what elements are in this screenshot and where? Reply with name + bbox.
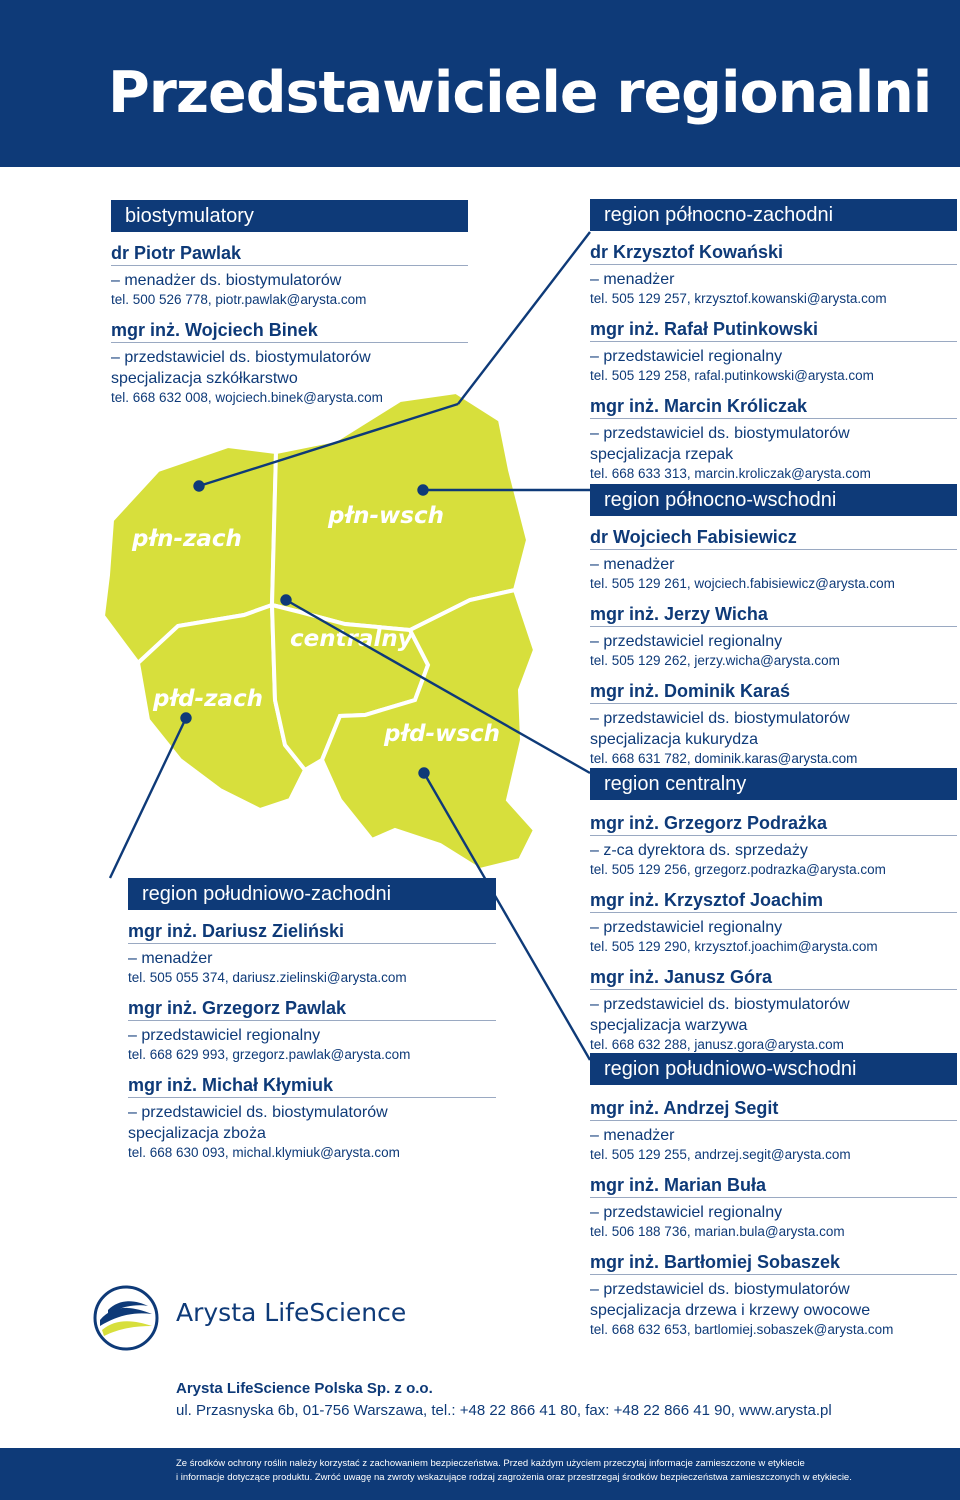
person-card	[590, 603, 957, 670]
person-card	[111, 242, 468, 309]
person-specialization: specjalizacja kukurydza	[590, 731, 759, 748]
person-contact: tel. 668 633 313, marcin.kroliczak@arysta.com	[590, 466, 871, 481]
connector-dot-pln-zach	[195, 482, 204, 491]
person-card	[590, 318, 957, 385]
person-role: – przedstawiciel ds. biostymulatorów	[590, 425, 850, 442]
map-label-pln-wsch: płn-wsch	[328, 503, 444, 529]
person-name: mgr inż. Krzysztof Joachim	[590, 889, 957, 913]
person-name: mgr inż. Rafał Putinkowski	[590, 318, 957, 342]
company-name: Arysta LifeScience Polska Sp. z o.o.	[176, 1380, 433, 1397]
person-role: – menadżer	[590, 271, 675, 288]
person-role: – przedstawiciel regionalny	[590, 1204, 783, 1221]
connector-pld-zach	[110, 718, 186, 878]
section-title-pln-wsch: region północno-wschodni	[590, 484, 957, 516]
person-role: – z-ca dyrektora ds. sprzedaży	[590, 842, 808, 859]
section-pln-wsch	[590, 526, 957, 778]
person-name: mgr inż. Janusz Góra	[590, 966, 957, 990]
person-name: mgr inż. Dominik Karaś	[590, 680, 957, 704]
person-name: dr Wojciech Fabisiewicz	[590, 526, 957, 550]
map-label-pld-zach: płd-zach	[153, 686, 264, 712]
person-contact: tel. 506 188 736, marian.bula@arysta.com	[590, 1224, 845, 1239]
person-card	[590, 680, 957, 768]
connector-dot-centralny	[282, 596, 291, 605]
person-specialization: specjalizacja warzywa	[590, 1017, 748, 1034]
person-card	[590, 241, 957, 308]
person-name: mgr inż. Grzegorz Pawlak	[128, 997, 496, 1021]
person-name: mgr inż. Dariusz Zieliński	[128, 920, 496, 944]
person-name: mgr inż. Jerzy Wicha	[590, 603, 957, 627]
map-label-centralny: centralny	[290, 626, 413, 652]
person-contact: tel. 668 629 993, grzegorz.pawlak@arysta.com	[128, 1047, 411, 1062]
person-name: mgr inż. Marcin Króliczak	[590, 395, 957, 419]
person-contact: tel. 505 129 261, wojciech.fabisiewicz@arysta.com	[590, 576, 895, 591]
section-title-pld-zach: region południowo-zachodni	[128, 878, 496, 910]
person-card	[590, 1097, 957, 1164]
person-card	[590, 966, 957, 1054]
section-pln-zach	[590, 241, 957, 493]
person-name: mgr inż. Michał Kłymiuk	[128, 1074, 496, 1098]
person-contact: tel. 505 055 374, dariusz.zielinski@arysta.com	[128, 970, 407, 985]
person-contact: tel. 505 129 256, grzegorz.podrazka@arysta.com	[590, 862, 886, 877]
footer-line-2: i informacje dotyczące produktu. Zwróć uwagę na zwroty wskazujące rodzaj zagrożenia oraz przestrzegaj środków bezpieczeństwa zamieszczonych w etykiecie.	[176, 1472, 852, 1483]
map-label-pln-zach: płn-zach	[132, 526, 242, 552]
person-card	[128, 920, 496, 987]
person-specialization: specjalizacja rzepak	[590, 446, 734, 463]
person-contact: tel. 505 129 262, jerzy.wicha@arysta.com	[590, 653, 840, 668]
person-specialization: specjalizacja drzewa i krzewy owocowe	[590, 1302, 871, 1319]
person-role: – przedstawiciel regionalny	[590, 348, 783, 365]
person-contact: tel. 505 129 257, krzysztof.kowanski@arysta.com	[590, 291, 887, 306]
person-contact: tel. 505 129 258, rafal.putinkowski@arysta.com	[590, 368, 874, 383]
connector-pln-zach-b	[458, 232, 590, 404]
person-role: – przedstawiciel regionalny	[590, 633, 783, 650]
section-title-pln-zach: region północno-zachodni	[590, 199, 957, 231]
logo-text: Arysta LifeScience	[176, 1298, 407, 1327]
person-role: – przedstawiciel regionalny	[590, 919, 783, 936]
person-contact: tel. 668 630 093, michal.klymiuk@arysta.com	[128, 1145, 400, 1160]
arysta-wave-logo-icon	[92, 1284, 162, 1354]
section-title-centralny: region centralny	[590, 768, 957, 800]
person-card	[128, 1074, 496, 1162]
person-role: – menadżer	[590, 556, 675, 573]
footer-line-1: Ze środków ochrony roślin należy korzystać z zachowaniem bezpieczeństwa. Przed każdym użyciem przeczytaj informacje zamieszczone w etykiecie	[176, 1458, 805, 1469]
connector-dot-pld-zach	[182, 714, 191, 723]
person-contact: tel. 505 129 255, andrzej.segit@arysta.com	[590, 1147, 851, 1162]
person-contact: tel. 500 526 778, piotr.pawlak@arysta.com	[111, 292, 367, 307]
person-card	[590, 1174, 957, 1241]
connector-dot-pln-wsch	[419, 486, 428, 495]
person-card	[590, 889, 957, 956]
connector-dot-pld-wsch	[420, 769, 429, 778]
section-biostymulatory	[111, 242, 468, 417]
person-name: mgr inż. Wojciech Binek	[111, 319, 468, 343]
person-specialization: specjalizacja zboża	[128, 1125, 266, 1142]
person-role: – menadżer	[590, 1127, 675, 1144]
section-pld-zach	[128, 920, 496, 1172]
section-pld-wsch	[590, 1097, 957, 1349]
person-name: mgr inż. Marian Buła	[590, 1174, 957, 1198]
person-contact: tel. 668 631 782, dominik.karas@arysta.com	[590, 751, 858, 766]
section-centralny	[590, 812, 957, 1064]
person-card	[111, 319, 468, 407]
person-name: mgr inż. Bartłomiej Sobaszek	[590, 1251, 957, 1275]
person-role: – przedstawiciel ds. biostymulatorów	[111, 349, 371, 366]
person-contact: tel. 505 129 290, krzysztof.joachim@arysta.com	[590, 939, 878, 954]
section-title-pld-wsch: region południowo-wschodni	[590, 1053, 957, 1085]
company-address: ul. Przasnyska 6b, 01-756 Warszawa, tel.: +48 22 866 41 80, fax: +48 22 866 41 90, www.arysta.pl	[176, 1402, 832, 1419]
person-card	[590, 526, 957, 593]
person-card	[590, 1251, 957, 1339]
map-label-pld-wsch: płd-wsch	[384, 721, 501, 747]
person-card	[590, 395, 957, 483]
person-role: – przedstawiciel ds. biostymulatorów	[590, 1281, 850, 1298]
person-role: – menadżer	[128, 950, 213, 967]
person-name: dr Krzysztof Kowański	[590, 241, 957, 265]
section-title-biostymulatory: biostymulatory	[111, 200, 468, 232]
page-title: Przedstawiciele regionalni	[108, 60, 932, 126]
person-role: – przedstawiciel ds. biostymulatorów	[590, 996, 850, 1013]
person-contact: tel. 668 632 008, wojciech.binek@arysta.com	[111, 390, 383, 405]
person-role: – przedstawiciel ds. biostymulatorów	[128, 1104, 388, 1121]
person-contact: tel. 668 632 653, bartlomiej.sobaszek@arysta.com	[590, 1322, 894, 1337]
person-name: dr Piotr Pawlak	[111, 242, 468, 266]
person-role: – przedstawiciel regionalny	[128, 1027, 321, 1044]
person-card	[590, 812, 957, 879]
person-name: mgr inż. Andrzej Segit	[590, 1097, 957, 1121]
person-contact: tel. 668 632 288, janusz.gora@arysta.com	[590, 1037, 844, 1052]
person-name: mgr inż. Grzegorz Podrażka	[590, 812, 957, 836]
person-role: – przedstawiciel ds. biostymulatorów	[590, 710, 850, 727]
footer-bar	[0, 1448, 960, 1500]
person-specialization: specjalizacja szkółkarstwo	[111, 370, 298, 387]
person-card	[128, 997, 496, 1064]
person-role: – menadżer ds. biostymulatorów	[111, 272, 342, 289]
